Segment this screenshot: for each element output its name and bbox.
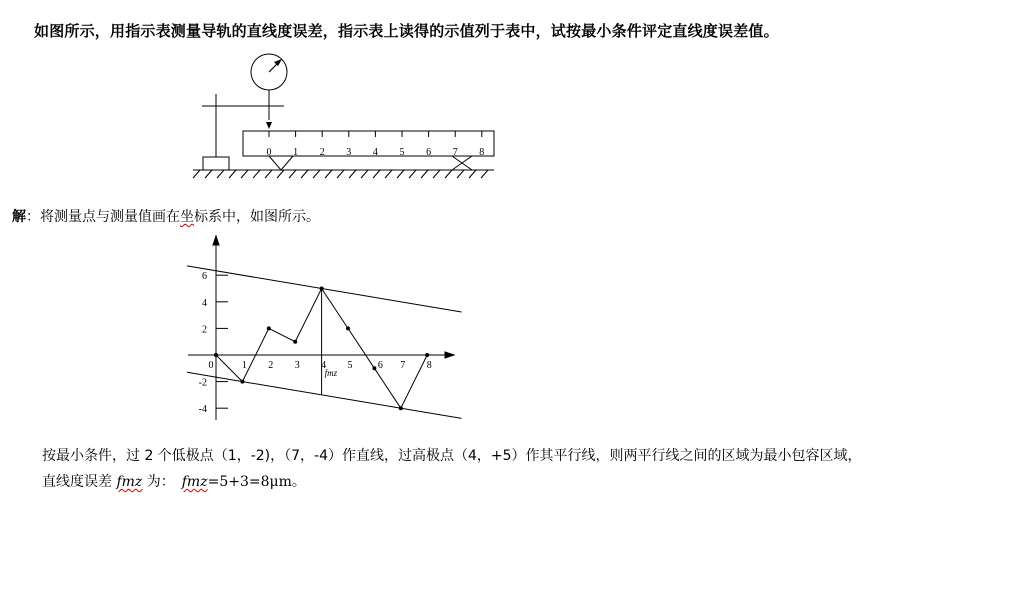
- solution-paragraph-1: 按最小条件，过 2 个低极点（1，-2)，（7，-4）作直线，过高极点（4，+5）作其平行线，则两平行线之间的区域为最小包容区域，: [42, 448, 862, 464]
- x-tick-label: 5: [347, 360, 353, 371]
- result-formula: =5+3=8μm。: [207, 474, 306, 490]
- spellcheck-underlined-word: 坐: [180, 209, 194, 225]
- x-tick-label: 2: [268, 360, 274, 371]
- y-tick-label: -4: [198, 404, 207, 416]
- fmz-term: fmz: [116, 474, 143, 490]
- straightness-error-chart: [180, 234, 470, 424]
- data-point: [320, 287, 324, 291]
- upper-envelope-line: [187, 266, 462, 312]
- x-tick-label: 1: [241, 360, 247, 371]
- scale-label: 0: [266, 147, 272, 158]
- x-tick-label: 3: [294, 360, 300, 371]
- scale-label: 3: [346, 147, 352, 158]
- y-tick-label: 6: [202, 271, 207, 283]
- scale-label: 6: [426, 147, 432, 158]
- scale-label: 8: [479, 147, 485, 158]
- data-point: [267, 326, 271, 330]
- data-point: [399, 406, 403, 410]
- data-point: [425, 353, 429, 357]
- x-tick-label: 6: [377, 360, 383, 371]
- scale-label: 5: [399, 147, 405, 158]
- lower-envelope-line: [187, 372, 462, 418]
- fmz-formula-term: fmz: [181, 474, 208, 490]
- solution-paragraph-2: 直线度误差 fmz 为： fmz=5+3=8μm。: [42, 474, 306, 490]
- x-tick-label: 4: [321, 360, 327, 371]
- y-tick-label: 2: [202, 324, 207, 336]
- data-point: [240, 380, 244, 384]
- y-tick-label: 4: [202, 297, 207, 309]
- problem-statement: 如图所示，用指示表测量导轨的直线度误差，指示表上读得的示值列于表中，试按最小条件评定直线度误差值。: [34, 22, 779, 40]
- x-tick-label: 7: [400, 360, 406, 371]
- scale-label: 2: [319, 147, 325, 158]
- data-point: [346, 326, 350, 330]
- x-tick-label: 8: [426, 360, 432, 371]
- y-axis-arrow: [213, 236, 219, 245]
- scale-label: 4: [372, 147, 378, 158]
- x-tick-label: 0: [208, 360, 214, 371]
- solution-intro: 解：将测量点与测量值画在坐标系中，如图所示。: [12, 209, 320, 225]
- fmz-annotation: fmz: [324, 368, 338, 378]
- scale-label: 1: [293, 147, 299, 158]
- y-tick-label: -2: [198, 377, 207, 389]
- scale-label: 7: [452, 147, 458, 158]
- solution-label: 解: [12, 209, 26, 225]
- data-point: [372, 366, 376, 370]
- data-point: [293, 340, 297, 344]
- x-axis-arrow: [445, 352, 454, 358]
- measurement-setup-figure: [188, 52, 508, 182]
- data-point: [214, 353, 218, 357]
